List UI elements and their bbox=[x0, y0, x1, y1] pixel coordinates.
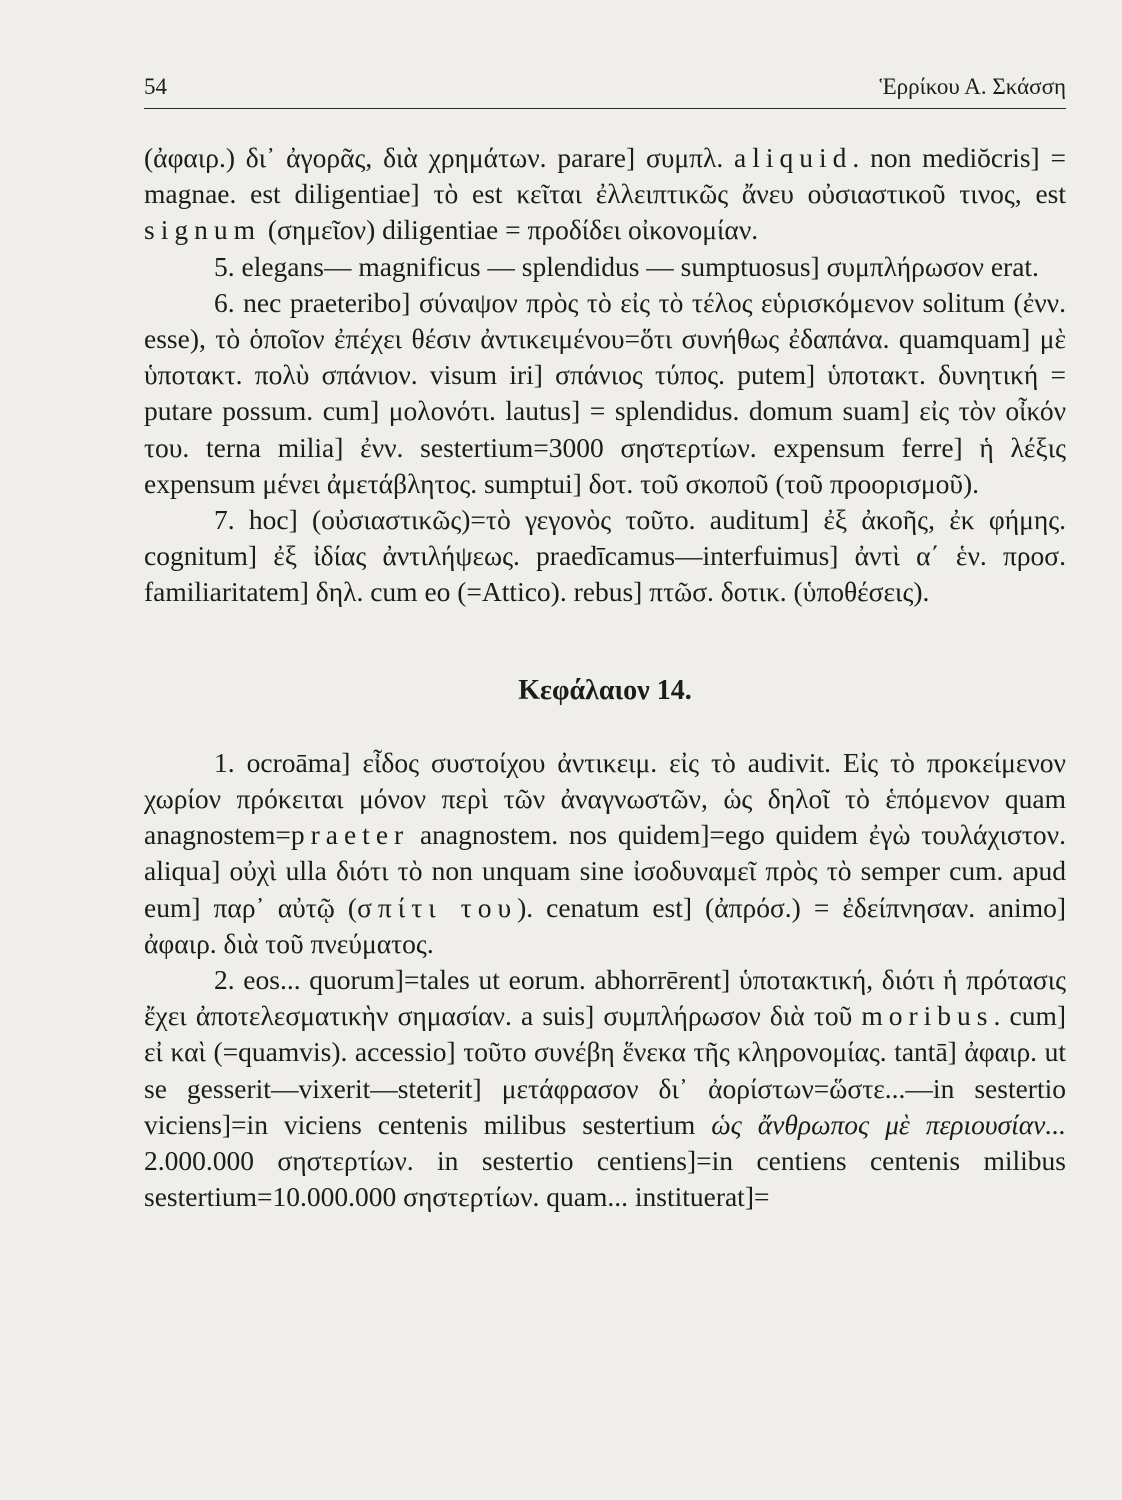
text-run: (ἀφαιρ.) δι᾽ ἀγορᾶς, διὰ χρημάτων. parare] συμπλ. bbox=[144, 142, 735, 173]
spaced-text: σπίτι του bbox=[357, 891, 518, 923]
text-run: 2. eos... quorum]=tales ut eorum. abhorrērent] ὑποτακτική, διότι ἡ πρότασις ἔχει ἀποτελεσματικὴν σημασίαν. a suis] συμπλήρωσον διὰ τοῦ bbox=[144, 964, 1066, 1032]
text-run: 2.000.000 σηστερτίων. in sestertio centiens]=in centiens centenis milibus sestertium=10.000.000 σηστερτίων. quam... instituerat]= bbox=[144, 1145, 1066, 1213]
paragraph-1 bbox=[144, 140, 1066, 249]
spaced-text: aliquid bbox=[734, 142, 853, 173]
italic-text: ὡς ἄνθρωπος μὲ περιουσίαν... bbox=[711, 1108, 1066, 1140]
running-head: Ἑρρίκου Α. Σκάσση bbox=[879, 74, 1066, 99]
paragraph-14-1 bbox=[144, 745, 1066, 962]
text-run: 1. ocroāma] εἶδος συστοίχου ἀντικειμ. εἰς τὸ audivit. Εἰς τὸ προκείμενον χωρίον πρόκειται μόνον περὶ τῶν ἀναγνωστῶν, ὡς δηλοῖ τὸ ἑπόμενον quam anagnostem= bbox=[144, 746, 1066, 851]
text-run: anagnostem. nos quidem]=ego quidem ἐγὼ τουλάχιστον. aliqua] οὐχὶ ulla διότι τὸ non unquam sine ἰσοδυναμεῖ πρὸς τὸ semper cum. apud eum] παρ᾽ αὐτῷ ( bbox=[144, 819, 1066, 923]
spaced-text: moribus bbox=[861, 1000, 994, 1032]
text-run: (σημεῖον) diligentiae = προδίδει οἰκονομίαν. bbox=[260, 214, 759, 246]
paragraph-5: 5. elegans— magnificus — splendidus — sumptuosus] συμπλήρωσον erat. bbox=[214, 250, 1039, 282]
text-run: . cum] εἰ καὶ (=quamvis). accessio] τοῦτο συνέβη ἕνεκα τῆς κληρονομίας. tantā] ἀφαιρ. ut se gesserit—vixerit—steterit] μετάφρασον δι᾽ ἀορίστων=ὥστε...—in sestertio viciens]=in viciens centenis milibus sestertium bbox=[144, 1000, 1066, 1140]
page-body bbox=[144, 140, 1066, 1215]
paragraph-7: 7. hoc] (οὐσιαστικῶς)=τὸ γεγονὸς τοῦτο. auditum] ἐξ ἀκοῆς, ἐκ φήμης. cognitum] ἐξ ἰδίας ἀντιλήψεως. praedīcamus—interfuimus] ἀντὶ α΄ ἑν. προσ. familiaritatem] δηλ. cum eo (=Attico). rebus] πτῶσ. δοτικ. (ὑποθέσεις). bbox=[144, 504, 1066, 608]
text-run: ). cenatum est] (ἀπρόσ.) = ἐδείπνησαν. animo] ἀφαιρ. διὰ τοῦ πνεύματος. bbox=[144, 891, 1066, 959]
paragraph-6: 6. nec praeteribo] σύναψον πρὸς τὸ εἰς τὸ τέλος εὑρισκόμενον solitum (ἐνν. esse), τὸ ὁποῖον ἐπέχει θέσιν ἀντικειμένου=ὅτι συνήθως ἐδαπάνα. quamquam] μὲ ὑποτακτ. πολὺ σπάνιον. visum iri] σπάνιος τύπος. putem] ὑποτακτ. δυνητική = putare possum. cum] μολονότι. lautus] = splendidus. domum suam] εἰς τὸν οἶκόν του. terna milia] ἐνν. sestertium=3000 σηστερτίων. expensum ferre] ἡ λέξις expensum μένει ἀμετάβλητος. sumptui] δοτ. τοῦ σκοποῦ (τοῦ προορισμοῦ). bbox=[144, 286, 1066, 499]
chapter-heading: Κεφάλαιον 14. bbox=[518, 674, 692, 706]
spaced-text: signum bbox=[144, 214, 261, 246]
paragraph-14-2 bbox=[144, 962, 1066, 1215]
page-header bbox=[144, 64, 1066, 109]
page-number: 54 bbox=[144, 74, 167, 99]
text-run: . non mediŏcris] = magnae. est diligentiae] τὸ est κεῖται ἐλλειπτικῶς ἄνευ οὐσιαστικοῦ τινος, est bbox=[144, 142, 1066, 210]
spaced-text: praeter bbox=[290, 819, 410, 851]
